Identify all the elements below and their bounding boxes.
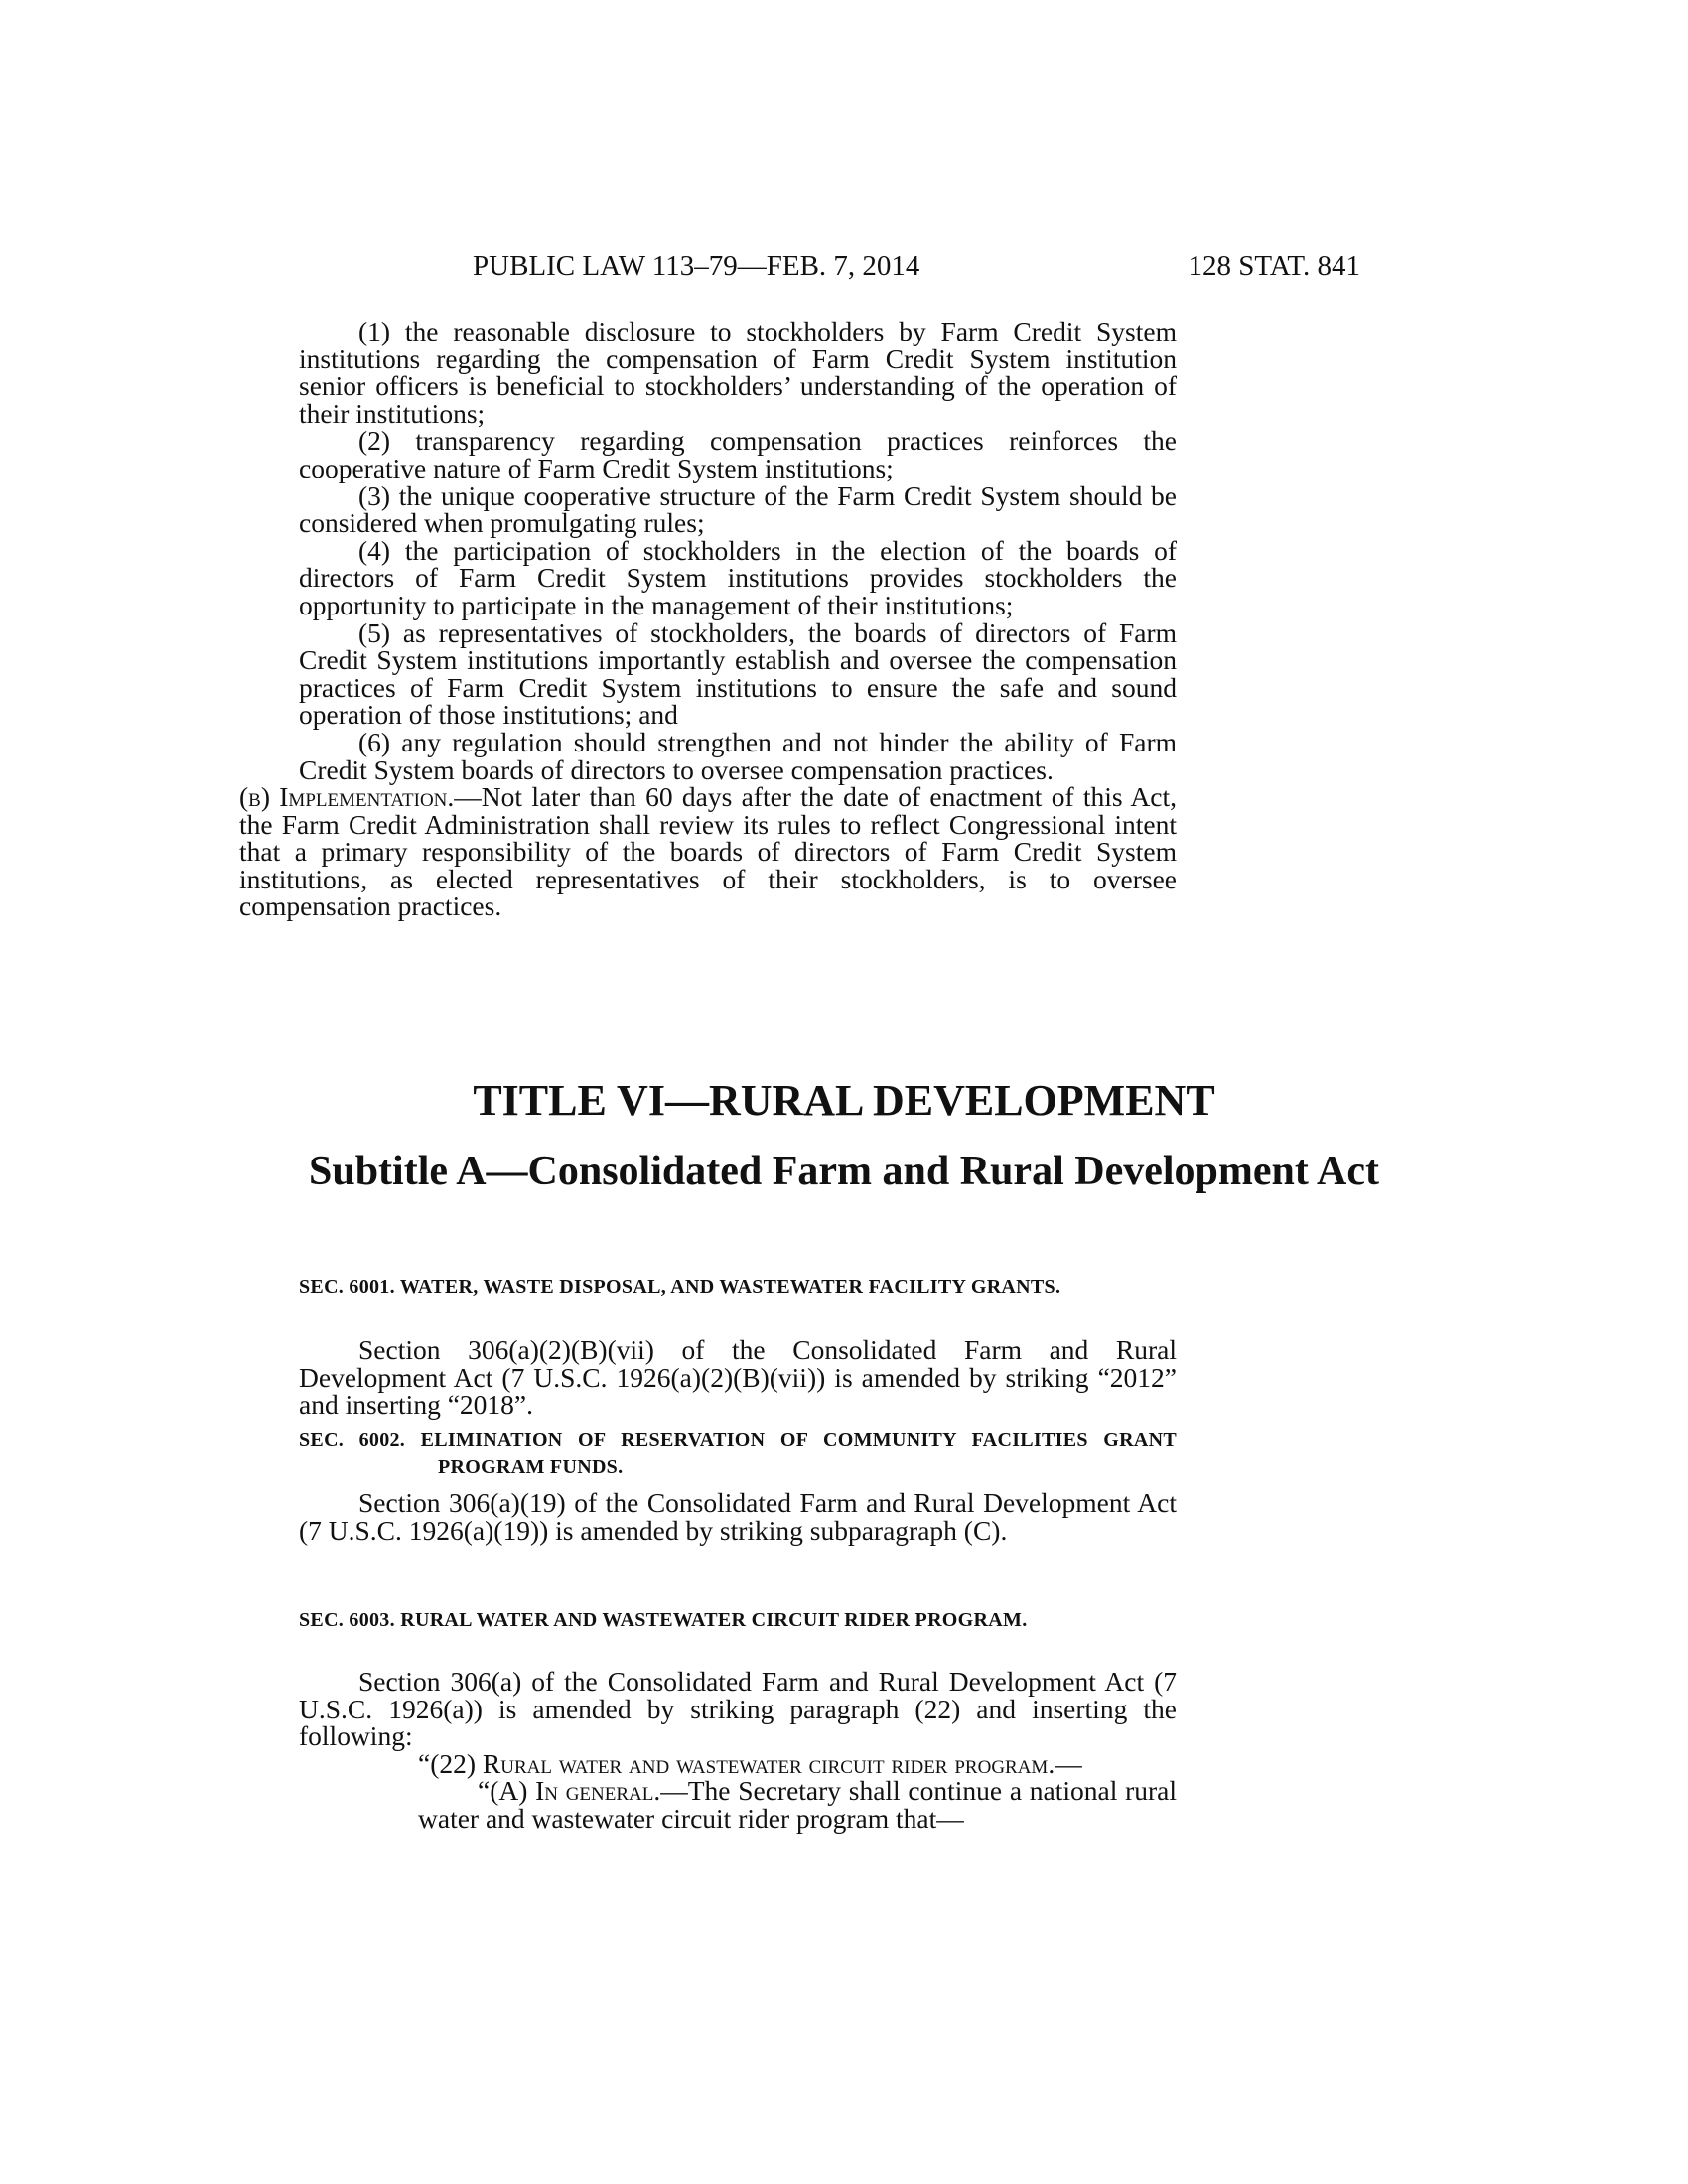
finding-1: (1) the reasonable disclosure to stockholders by Farm Credit System institutions regarding the compensation of Farm Credit System institution senior officers is beneficial to stockholders’ understanding of the operation of their institutions; [299,316,1177,429]
section-text-6003: Section 306(a) of the Consolidated Farm and Rural Development Act (7 U.S.C. 1926(a)) is amended by striking paragraph (22) and inserting the following: [299,1666,1177,1752]
section-heading-6001: SEC. 6001. WATER, WASTE DISPOSAL, AND WASTEWATER FACILITY GRANTS. [299,1276,1061,1297]
implementation-paragraph [239,783,1177,920]
quoted-subparagraph-a-rest: —The Secretary shall continue a national rural water and wastewater circuit rider program that— [418,1775,1177,1834]
section-body-6001 [299,1336,1177,1419]
section-text-6001: Section 306(a)(2)(B)(vii) of the Consolidated Farm and Rural Development Act (7 U.S.C. 1926(a)(2)(B)(vii)) is amended by striking “2012” and inserting “2018”. [299,1334,1177,1421]
finding-3: (3) the unique cooperative structure of the Farm Credit System should be considered when promulgating rules; [299,479,1177,539]
finding-4: (4) the participation of stockholders in the election of the boards of directors of Farm Credit System institutions provides stockholders the opportunity to participate in the management of their institutions; [299,534,1177,620]
page-number: 128 STAT. 841 [1188,250,1360,282]
running-head: PUBLIC LAW 113–79—FEB. 7, 2014 [473,250,920,282]
findings-block [239,316,1177,922]
subtitle-heading: Subtitle A—Consolidated Farm and Rural Development Act [308,1149,1379,1194]
quoted-paragraph-22 [299,1747,1177,1779]
page-header [0,250,1688,290]
section-heading-6002: SEC. 6002. ELIMINATION OF RESERVATION OF COMMUNITY FACILITIES GRANT PROGRAM FUNDS. [299,1430,1177,1478]
finding-2: (2) transparency regarding compensation practices reinforces the cooperative nature of Farm Credit System institutions; [299,425,1177,483]
finding-6: (6) any regulation should strengthen and not hinder the ability of Farm Credit System boards of directors to oversee compensation practices. [299,726,1177,785]
quoted-paragraph-22-label: “(22) Rural water and wastewater circuit rider program. [418,1747,1055,1779]
quoted-subparagraph-a-label: “(A) In general. [478,1775,661,1807]
implementation-label: (b) Implementation. [239,781,455,813]
section-body-6003 [299,1668,1177,1833]
finding-5: (5) as representatives of stockholders, the boards of directors of Farm Credit System institutions importantly establish and oversee the compensation practices of Farm Credit System institutions to ensure the safe and sound operation of those institutions; and [299,616,1177,731]
quoted-subparagraph-a [299,1777,1177,1832]
implementation-text: —Not later than 60 days after the date of enactment of this Act, the Farm Credit Administration shall review its rules to reflect Congressional intent that a primary responsibility of the boards of directors of Farm Credit System institutions, as elected representatives of their stockholders, is to oversee compensation practices. [239,781,1177,922]
section-text-6002: Section 306(a)(19) of the Consolidated Farm and Rural Development Act (7 U.S.C. 1926(a)(19)) is amended by striking subparagraph (C). [299,1487,1177,1546]
title-heading: TITLE VI—RURAL DEVELOPMENT [473,1076,1215,1125]
quoted-paragraph-22-rest: — [1055,1747,1082,1779]
section-heading-6003: SEC. 6003. RURAL WATER AND WASTEWATER CIRCUIT RIDER PROGRAM. [299,1609,1028,1631]
section-body-6002 [299,1489,1177,1544]
